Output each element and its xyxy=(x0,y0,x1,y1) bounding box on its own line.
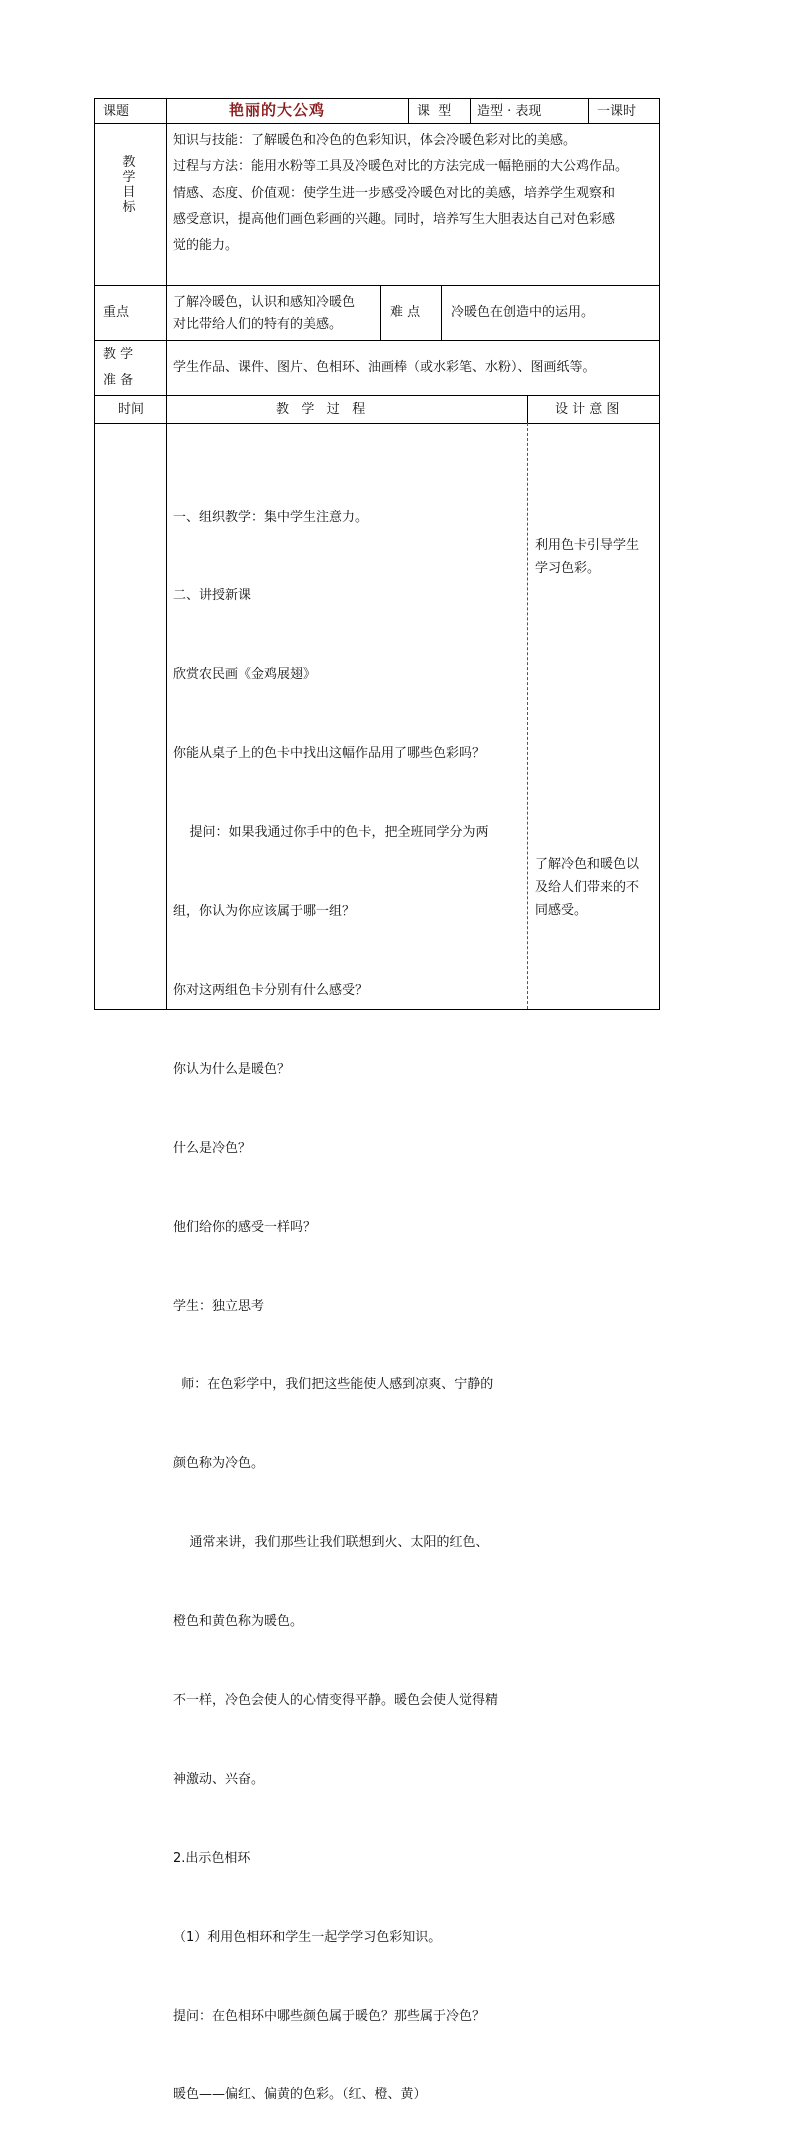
intent-note-line: 学习色彩。 xyxy=(535,561,601,576)
process-line: 你能从桌子上的色卡中找出这幅作品用了哪些色彩吗？ xyxy=(173,746,486,762)
table-col-divider xyxy=(588,98,589,123)
process-line: （1）利用色相环和学生一起学学习色彩知识。 xyxy=(173,1929,442,1945)
preparation-text: 学生作品、课件、图片、色相环、油画棒（或水彩笔、水粉）、图画纸等。 xyxy=(173,360,596,375)
difficulty-label: 难 点 xyxy=(390,305,421,320)
objective-line: 感受意识，提高他们画色彩画的兴趣。同时，培养写生大胆表达自己对色彩感 xyxy=(173,211,616,227)
difficulty-text: 冷暖色在创造中的运用。 xyxy=(451,305,595,320)
objective-line: 情感、态度、价值观：使学生进一步感受冷暖色对比的美感，培养学生观察和 xyxy=(173,185,616,201)
objective-line: 觉的能力。 xyxy=(173,238,239,254)
process-line: 欣赏农民画《金鸡展翅》 xyxy=(173,667,317,683)
table-col-divider xyxy=(527,395,528,423)
class-hours: 一课时 xyxy=(597,104,637,119)
table-col-divider xyxy=(441,285,442,340)
type-value: 造型 · 表现 xyxy=(477,104,542,119)
table-border-left xyxy=(94,98,95,1009)
table-rule xyxy=(94,423,660,424)
process-line: 2.出示色相环 xyxy=(173,1850,251,1866)
table-rule xyxy=(94,285,660,286)
process-line: 二、讲授新课 xyxy=(173,588,252,604)
table-col-divider xyxy=(166,98,167,1009)
table-rule xyxy=(94,395,660,396)
objective-line: 知识与技能：了解暖色和冷色的色彩知识，体会冷暖色彩对比的美感。 xyxy=(173,133,577,148)
process-line: 通常来讲，我们那些让我们联想到火、太阳的红色、 xyxy=(173,1535,489,1551)
process-line: 一、组织教学：集中学生注意力。 xyxy=(173,509,369,525)
table-dashed-divider xyxy=(527,423,528,1009)
process-column-header: 教 学 过 程 xyxy=(276,402,366,417)
intent-note-line: 及给人们带来的不 xyxy=(535,880,640,895)
table-col-divider xyxy=(380,285,381,340)
topic-label: 课题 xyxy=(103,104,130,119)
process-line: 他们给你的感受一样吗？ xyxy=(173,1219,317,1235)
objectives-text xyxy=(173,128,628,259)
objective-line: 过程与方法：能用水粉等工具及冷暖色对比的方法完成一幅艳丽的大公鸡作品。 xyxy=(173,159,629,175)
process-line: 不一样，冷色会使人的心情变得平静。暖色会使人觉得精 xyxy=(173,1692,499,1708)
lesson-title: 艳丽的大公鸡 xyxy=(229,101,326,119)
table-col-divider xyxy=(408,98,409,123)
preparation-label: 教 学 xyxy=(103,347,134,362)
process-line: 学生：独立思考 xyxy=(173,1298,265,1314)
objectives-label: 教学目标 xyxy=(122,155,136,215)
table-rule xyxy=(94,123,660,124)
table-border-right xyxy=(659,98,660,1009)
process-line: 颜色称为冷色。 xyxy=(173,1456,265,1472)
table-border-top xyxy=(94,98,660,99)
process-line: 橙色和黄色称为暖色。 xyxy=(173,1614,304,1630)
process-line: 你认为什么是暖色？ xyxy=(173,1061,291,1077)
process-line: 师：在色彩学中，我们把这些能使人感到凉爽、宁静的 xyxy=(173,1377,494,1393)
intent-note xyxy=(535,853,639,922)
time-column-header: 时间 xyxy=(118,402,145,417)
process-line: 神激动、兴奋。 xyxy=(173,1771,265,1787)
process-text xyxy=(173,452,498,2135)
key-points-line: 了解冷暖色，认识和感知冷暖色 xyxy=(173,295,356,310)
preparation-label: 准 备 xyxy=(103,373,134,388)
process-line: 什么是冷色？ xyxy=(173,1140,252,1156)
intent-column-header: 设 计 意 图 xyxy=(555,402,620,417)
key-points-line: 对比带给人们的特有的美感。 xyxy=(173,317,343,332)
process-line: 提问：在色相环中哪些颜色属于暖色？那些属于冷色？ xyxy=(173,2008,486,2024)
key-points-label: 重点 xyxy=(103,305,130,320)
type-label: 课 型 xyxy=(417,104,452,119)
table-rule xyxy=(94,340,660,341)
process-line: 暖色——偏红、偏黄的色彩。（红、橙、黄） xyxy=(173,2087,427,2103)
intent-note-line: 同感受。 xyxy=(535,903,588,918)
process-line: 组，你认为你应该属于哪一组？ xyxy=(173,904,356,920)
intent-note xyxy=(535,534,639,580)
intent-note-line: 利用色卡引导学生 xyxy=(535,538,640,553)
intent-note-line: 了解冷色和暖色以 xyxy=(535,857,640,872)
process-line: 提问：如果我通过你手中的色卡，把全班同学分为两 xyxy=(173,825,489,841)
table-col-divider xyxy=(470,98,471,123)
process-line: 你对这两组色卡分别有什么感受？ xyxy=(173,982,369,998)
